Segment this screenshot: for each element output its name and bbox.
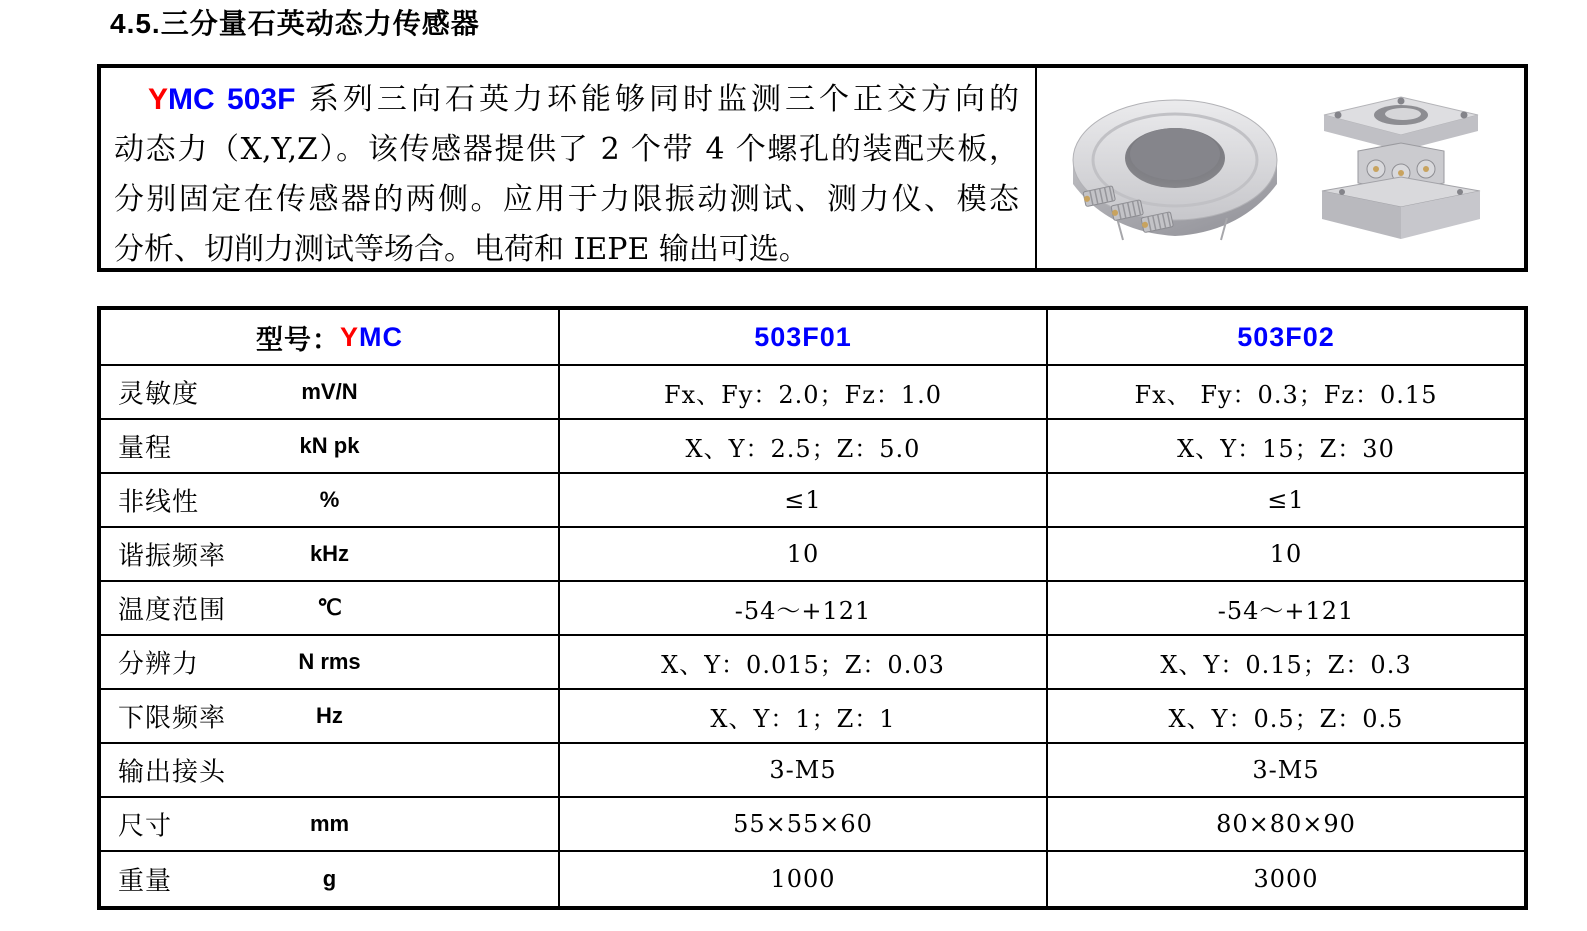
ring-sensor-photo (1069, 84, 1281, 252)
description-line-3: 分别固定在传感器的两侧。应用于力限振动测试、测力仪、模态 (114, 182, 1019, 217)
row-label: 灵敏度 (118, 379, 200, 410)
row-unit: mV/N (301, 379, 358, 404)
product-images-panel (1037, 68, 1524, 268)
brand-letters-mc: MC (168, 83, 215, 116)
table-row-temperature-range (101, 582, 1524, 636)
row-label: 分辨力 (118, 649, 200, 680)
row-label: 下限频率 (118, 703, 227, 734)
value-503F02: -54～+121 (1217, 596, 1355, 625)
row-unit: ℃ (317, 595, 342, 620)
table-header-row (101, 310, 1524, 366)
table-row-output-connector (101, 744, 1524, 798)
value-503F02: Fx、 Fy：0.3；Fz：0.15 (1134, 380, 1438, 409)
row-unit: Hz (316, 703, 343, 728)
product-description-text (101, 68, 1037, 268)
row-unit: mm (309, 811, 350, 836)
row-unit: N rms (298, 649, 361, 674)
value-503F01: X、Y：0.015；Z：0.03 (560, 636, 1048, 688)
value-503F01: X、Y：2.5；Z：5.0 (560, 420, 1048, 472)
table-row-nonlinearity (101, 474, 1524, 528)
row-label: 非线性 (118, 487, 200, 518)
value-503F02: X、Y：0.15；Z：0.3 (1160, 650, 1412, 679)
table-row-sensitivity (101, 366, 1524, 420)
value-503F01: -54～+121 (560, 582, 1048, 634)
row-unit: % (319, 487, 340, 512)
spec-table (97, 306, 1528, 910)
row-unit: kHz (309, 541, 350, 566)
value-503F01: 3-M5 (560, 744, 1048, 796)
header-model-cell (101, 310, 560, 364)
brand-letter-y: Y (148, 83, 169, 116)
value-503F02: ≤1 (1267, 486, 1305, 514)
header-model-503F02: 503F02 (1237, 321, 1335, 352)
value-503F01: X、Y：1；Z：1 (560, 690, 1048, 742)
value-503F01: 1000 (560, 852, 1048, 906)
table-row-low-frequency-limit (101, 690, 1524, 744)
row-label: 尺寸 (118, 811, 173, 842)
value-503F01: ≤1 (560, 474, 1048, 526)
value-503F01: 55×55×60 (560, 798, 1048, 850)
table-row-resolution (101, 636, 1524, 690)
table-row-weight (101, 852, 1524, 906)
description-line-4: 分析、切削力测试等场合。电荷和 IEPE 输出可选。 (114, 232, 809, 267)
row-label: 谐振频率 (118, 541, 227, 572)
description-line-2: 动态力（X,Y,Z）。该传感器提供了 2 个带 4 个螺孔的装配夹板， (114, 132, 1019, 167)
model-label: 型号： (255, 324, 340, 355)
header-model-503F01: 503F01 (560, 310, 1048, 364)
description-line-1 (114, 75, 1019, 125)
value-503F02: 3-M5 (1252, 756, 1320, 784)
value-503F02: X、Y：15；Z：30 (1177, 434, 1395, 463)
row-label: 量程 (118, 433, 173, 464)
row-unit: kN pk (299, 433, 360, 458)
row-label: 温度范围 (118, 595, 227, 626)
row-unit: g (322, 866, 337, 891)
header-brand-mc: MC (359, 321, 403, 352)
value-503F01: Fx、Fy：2.0；Fz：1.0 (560, 366, 1048, 418)
table-row-dimensions (101, 798, 1524, 852)
clamp-sensor-photo (1310, 89, 1492, 247)
header-brand-y: Y (339, 321, 359, 352)
table-row-resonant-frequency (101, 528, 1524, 582)
row-label: 输出接头 (118, 757, 227, 788)
value-503F02: 3000 (1253, 865, 1319, 893)
table-row-range (101, 420, 1524, 474)
description-line-1-text: 系列三向石英力环能够同时监测三个正交方向的 (295, 82, 1019, 117)
model-number: 503F (214, 83, 296, 116)
value-503F01: 10 (560, 528, 1048, 580)
row-label: 重量 (118, 866, 173, 897)
value-503F02: 80×80×90 (1216, 810, 1356, 838)
value-503F02: 10 (1269, 540, 1303, 568)
value-503F02: X、Y：0.5；Z：0.5 (1168, 704, 1404, 733)
product-description-box (97, 64, 1528, 272)
section-heading: 4.5.三分量石英动态力传感器 (110, 8, 480, 39)
